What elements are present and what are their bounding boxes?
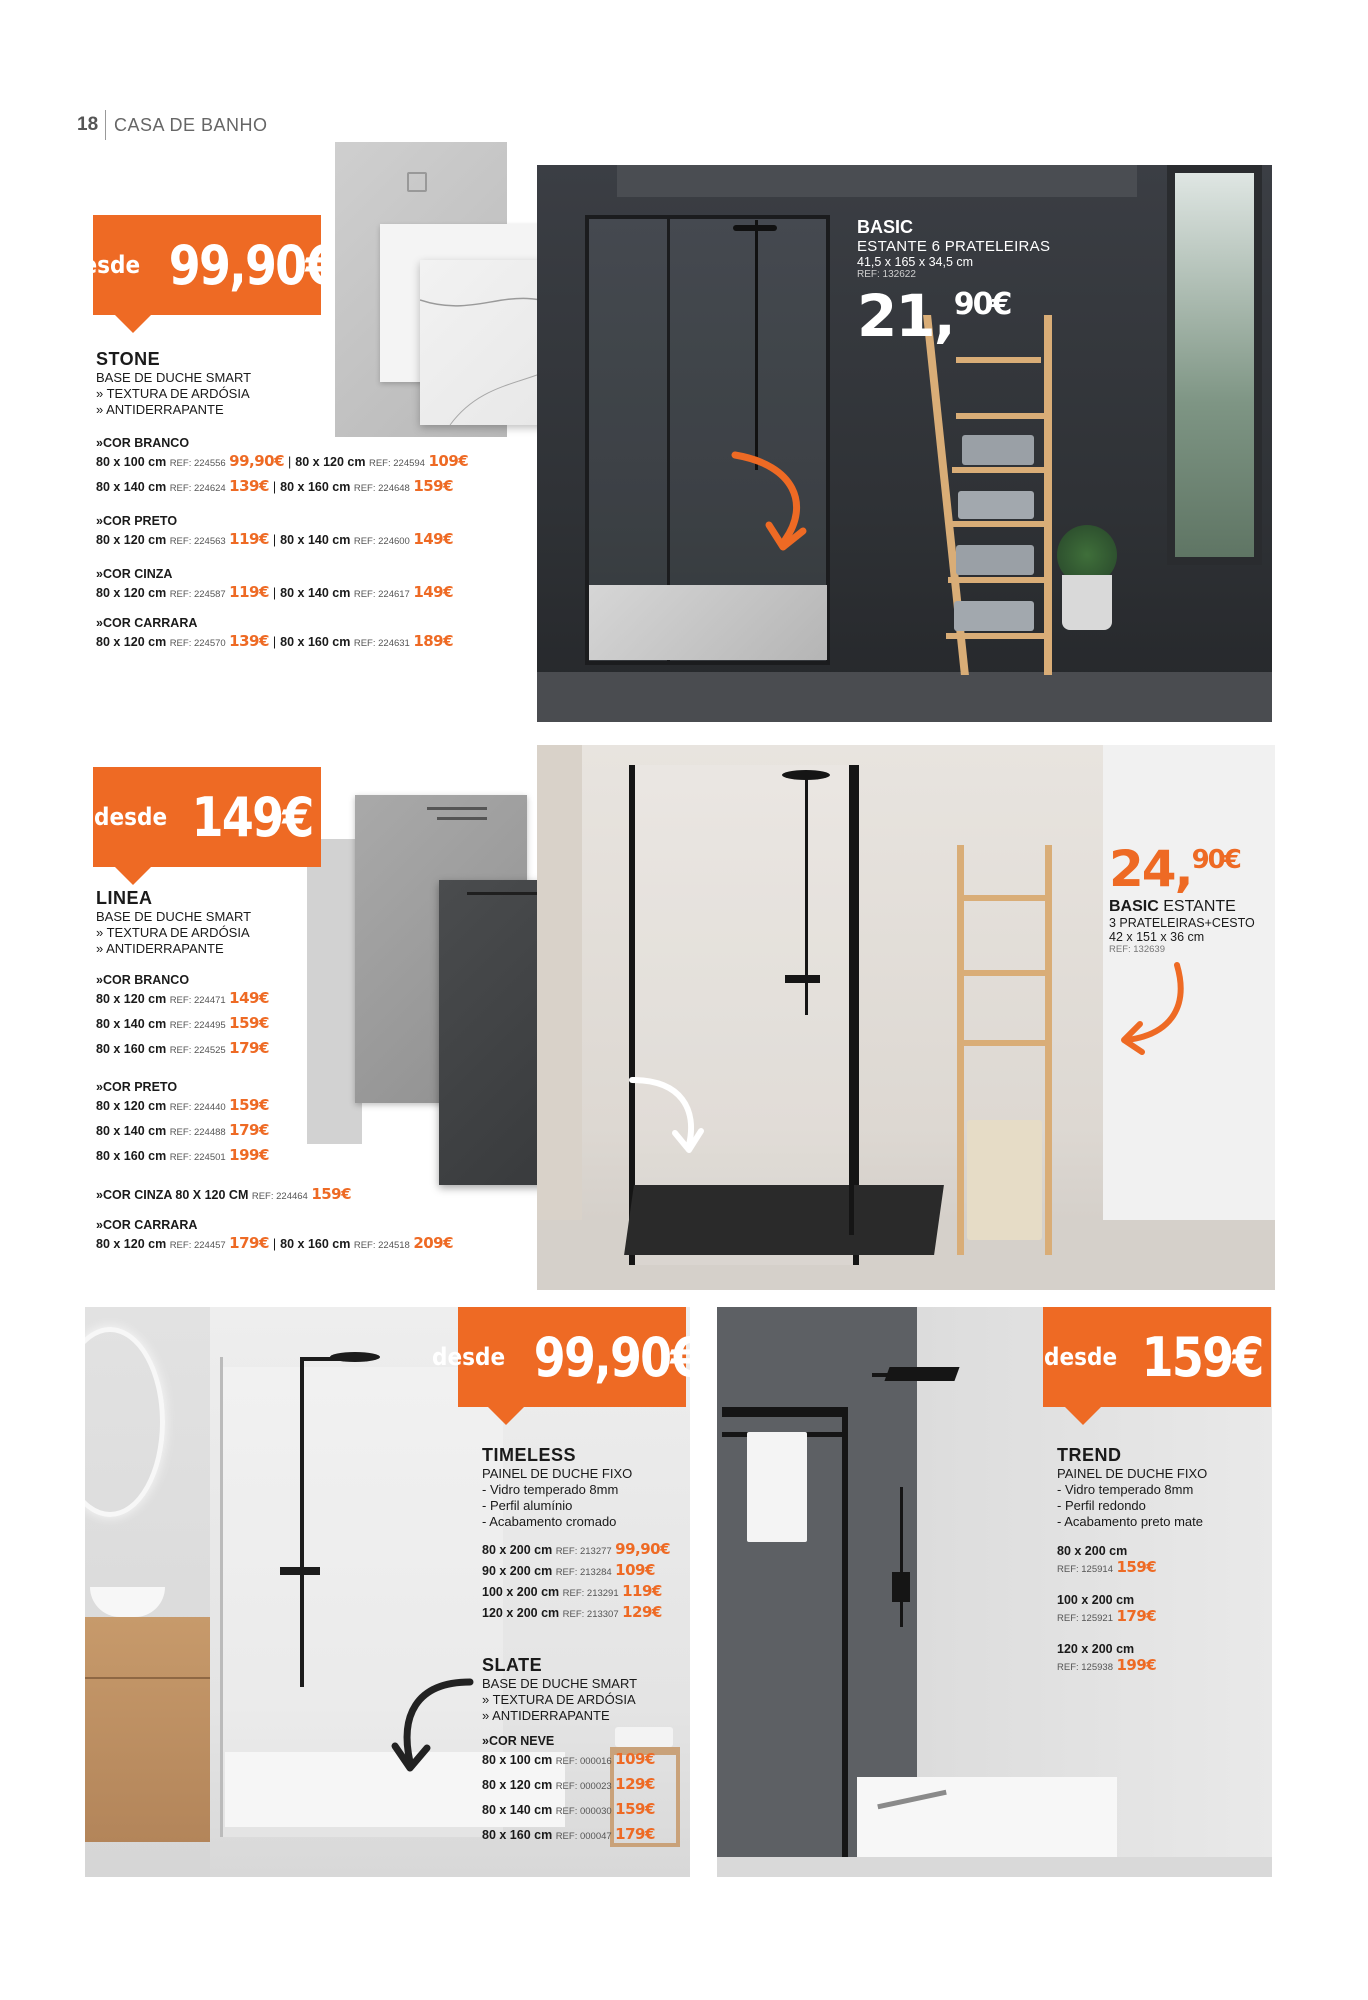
price-row: 80 x 120 cm REF: 224440 159€ [96,1096,269,1114]
product-dims: 41,5 x 165 x 34,5 cm [857,255,974,269]
slate-info [482,1655,692,1848]
product-feature: - Perfil redondo [1057,1498,1146,1513]
product-feature: » TEXTURA DE ARDÓSIA [482,1692,636,1707]
linea-from-price: 149€ [192,785,314,849]
product-name: SLATE [482,1655,543,1675]
price-row: 80 x 160 cm REF: 000047 179€ [482,1825,655,1843]
product-name: STONE [96,349,161,369]
trend-size-block: 100 x 200 cm REF: 125921 179€ [1057,1593,1157,1625]
product-feature: - Acabamento preto mate [1057,1514,1203,1529]
timeless-price-tag [432,1307,702,1407]
product-feature: » ANTIDERRAPANTE [482,1708,610,1723]
curved-arrow-icon [627,1065,707,1160]
product-feature: » ANTIDERRAPANTE [96,941,224,956]
product-feature: » ANTIDERRAPANTE [96,402,224,417]
product-name: BASIC ESTANTE [1109,898,1236,915]
basic6-price: 21,90€ [857,282,1011,350]
product-name: TIMELESS [482,1445,577,1465]
linea-info [96,888,536,1257]
timeless-from-price: 99,90€ [534,1325,702,1389]
product-name: TREND [1057,1445,1122,1465]
stone-info [96,349,536,655]
price-row: 100 x 200 cm REF: 213291 119€ [482,1582,662,1600]
price-row: 120 x 200 cm REF: 213307 129€ [482,1603,662,1621]
price-row: 80 x 200 cm REF: 213277 99,90€ [482,1540,671,1558]
desde-label: desde [94,803,168,831]
desde-label: desde [1044,1343,1118,1371]
color-heading: »COR CINZA [96,567,173,581]
price-row: 80 x 140 cm REF: 000030 159€ [482,1800,655,1818]
header-divider [105,110,106,140]
section-title: CASA DE BANHO [114,115,268,135]
product-feature: - Perfil alumínio [482,1498,573,1513]
price-row: 80 x 140 cm REF: 224488 179€ [96,1121,269,1139]
ladder-shelf-basket [947,845,1057,1255]
price-row: 80 x 120 cm REF: 224563 119€ | 80 x 140 cm REF: 224600 149€ [96,530,454,548]
timeless-info [482,1445,692,1624]
price-row: »COR CINZA 80 X 120 CM REF: 224464 159€ [96,1185,352,1203]
price-row: 80 x 140 cm REF: 224495 159€ [96,1014,269,1032]
trend-info [1057,1445,1267,1677]
price-row: 90 x 200 cm REF: 213284 109€ [482,1561,655,1579]
price-row: 80 x 120 cm REF: 224570 139€ | 80 x 160 cm REF: 224631 189€ [96,632,454,650]
linea-price-tag [93,767,321,867]
color-heading: »COR PRETO [96,1080,178,1094]
product-feature: - Acabamento cromado [482,1514,617,1529]
stone-from-price: 99,90€ [169,233,337,297]
trend-from-price: 159€ [1142,1325,1264,1389]
basic6-info [857,217,1050,350]
product-feature: - Vidro temperado 8mm [482,1482,619,1497]
curved-arrow-icon [1112,960,1192,1055]
product-subtitle: PAINEL DE DUCHE FIXO [1057,1466,1208,1481]
color-heading: »COR BRANCO [96,436,190,450]
price-row: 80 x 120 cm REF: 000023 129€ [482,1775,655,1793]
curved-arrow-icon [725,445,815,555]
color-heading: »COR CARRARA [96,616,198,630]
product-subtitle: PAINEL DE DUCHE FIXO [482,1466,633,1481]
product-feature: » TEXTURA DE ARDÓSIA [96,386,250,401]
product-subtitle: BASE DE DUCHE SMART [96,909,252,924]
basic3-info [1109,840,1255,955]
product-subtitle: BASE DE DUCHE SMART [96,370,252,385]
page-number: 18 [77,114,99,135]
trend-size-block: 80 x 200 cm REF: 125914 159€ [1057,1544,1157,1576]
price-row: 80 x 160 cm REF: 224525 179€ [96,1039,269,1057]
desde-label: desde [432,1343,506,1371]
shower-tray [589,585,827,660]
desde-label: desde [67,251,141,279]
vanity-cabinet [85,1617,210,1842]
product-dims: 42 x 151 x 36 cm [1109,930,1205,944]
shower-tray [857,1777,1117,1857]
trend-size-block: 120 x 200 cm REF: 125938 199€ [1057,1642,1157,1674]
product-subtitle: 3 PRATELEIRAS+CESTO [1109,916,1255,930]
color-heading: »COR CARRARA [96,1218,198,1232]
color-heading: »COR PRETO [96,514,178,528]
price-row: 80 x 120 cm REF: 224457 179€ | 80 x 160 cm REF: 224518 209€ [96,1234,454,1252]
product-feature: » TEXTURA DE ARDÓSIA [96,925,250,940]
drain-icon [407,172,427,192]
window [1167,165,1262,565]
product-subtitle: BASE DE DUCHE SMART [482,1676,638,1691]
stone-price-tag [67,215,337,315]
color-heading: »COR BRANCO [96,973,190,987]
photo-dark-shower [537,165,1272,722]
price-row: 80 x 140 cm REF: 224624 139€ | 80 x 160 cm REF: 224648 159€ [96,477,454,495]
trend-price-tag [1043,1307,1271,1407]
product-name: LINEA [96,888,153,908]
price-row: 80 x 100 cm REF: 224556 99,90€ | 80 x 120 cm REF: 224594 109€ [96,452,469,470]
color-heading: »COR NEVE [482,1734,555,1748]
price-row: 80 x 120 cm REF: 224471 149€ [96,989,269,1007]
product-ref: REF: 132639 [1109,944,1165,955]
basic3-price: 24,90€ [1109,840,1240,898]
photo-beige-shower [537,745,1275,1290]
product-feature: - Vidro temperado 8mm [1057,1482,1194,1497]
ladder-shelf [942,315,1052,675]
price-row: 80 x 100 cm REF: 000016 109€ [482,1750,655,1768]
product-name: BASIC [857,217,914,237]
product-ref: REF: 132622 [857,269,916,280]
price-row: 80 x 160 cm REF: 224501 199€ [96,1146,269,1164]
price-row: 80 x 120 cm REF: 224587 119€ | 80 x 140 cm REF: 224617 149€ [96,583,454,601]
product-subtitle: ESTANTE 6 PRATELEIRAS [857,238,1051,255]
curved-arrow-icon [385,1672,475,1782]
towel-rack [722,1407,842,1417]
